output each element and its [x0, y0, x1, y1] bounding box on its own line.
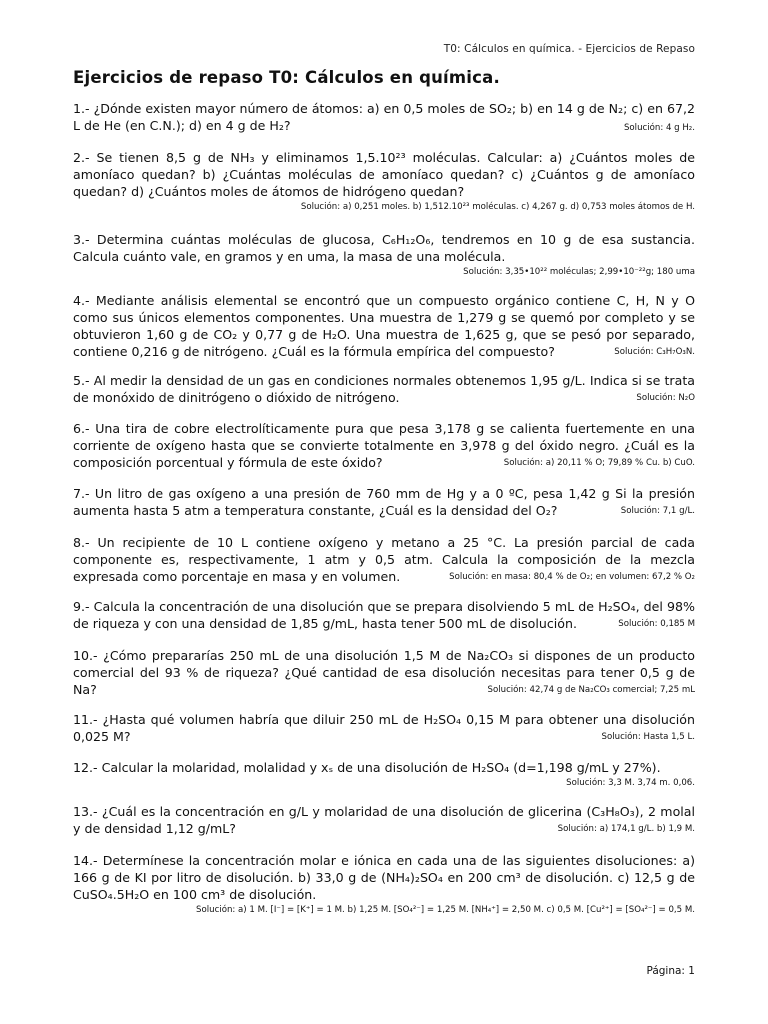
page-header: T0: Cálculos en química. - Ejercicios de Repaso — [443, 43, 695, 55]
exercise-11 — [73, 711, 695, 746]
page-number: Página: 1 — [646, 965, 695, 977]
exercise-solution: Solución: a) 1 M. [I⁻] = [K⁺] = 1 M. b) 1,25 M. [SO₄²⁻] = 1,25 M. [NH₄⁺] = 2,50 M. c) 0,5 M. [Cu²⁺] = [SO₄²⁻] = 0,5 M. — [196, 905, 695, 915]
exercise-solution: Solución: Hasta 1,5 L. — [601, 732, 695, 742]
exercise-text: 2.- Se tienen 8,5 g de NH₃ y eliminamos 1,5.10²³ moléculas. Calcular: a) ¿Cuántos moles de amoníaco quedan? b) ¿Cuántas moléculas de amoníaco quedan? c) ¿Cuántos g de amoníaco quedan? d) ¿Cuántos moles de átomos de hidrógeno quedan? — [73, 150, 695, 199]
exercise-7 — [73, 485, 695, 520]
exercise-8 — [73, 534, 695, 586]
exercise-solution: Solución: a) 20,11 % O; 79,89 % Cu. b) CuO. — [503, 458, 695, 468]
document-title: Ejercicios de repaso T0: Cálculos en química. — [73, 68, 500, 87]
exercise-6 — [73, 420, 695, 472]
exercise-solution: Solución: 3,35•10²² moléculas; 2,99•10⁻²²g; 180 uma — [463, 267, 695, 277]
exercise-text: 10.- ¿Cómo prepararías 250 mL de una disolución 1,5 M de Na₂CO₃ si dispones de un producto comercial del 93 % de riqueza? ¿Qué cantidad de esa disolución necesitas para tener 0,5 g de Na? — [73, 648, 695, 697]
exercise-text: 7.- Un litro de gas oxígeno a una presión de 760 mm de Hg y a 0 ºC, pesa 1,42 g Si la presión aumenta hasta 5 atm a temperatura constante, ¿Cuál es la densidad del O₂? — [73, 486, 695, 518]
exercise-12 — [73, 759, 695, 789]
exercise-solution: Solución: 3,3 M. 3,74 m. 0,06. — [566, 778, 695, 788]
exercise-solution: Solución: 42,74 g de Na₂CO₃ comercial; 7,25 mL — [487, 685, 695, 695]
exercise-text: 13.- ¿Cuál es la concentración en g/L y molaridad de una disolución de glicerina (C₃H₈O₃), 2 molal y de densidad 1,12 g/mL? — [73, 804, 695, 836]
exercise-text: 12.- Calcular la molaridad, molalidad y xₛ de una disolución de H₂SO₄ (d=1,198 g/mL y 27%). — [73, 760, 661, 775]
exercise-solution: Solución: a) 0,251 moles. b) 1,512.10²³ moléculas. c) 4,267 g. d) 0,753 moles átomos de H. — [300, 202, 695, 212]
exercise-5 — [73, 372, 695, 407]
exercise-solution: Solución: C₃H₇O₃N. — [614, 347, 695, 357]
exercise-text: 6.- Una tira de cobre electrolíticamente pura que pesa 3,178 g se calienta fuertemente en una corriente de oxígeno hasta que se convierte totalmente en 3,978 g del óxido negro. ¿Cuál es la composición porcentual y fórmula de este óxido? — [73, 421, 695, 470]
exercise-solution: Solución: 0,185 M — [618, 619, 695, 629]
exercise-solution: Solución: a) 174,1 g/L. b) 1,9 M. — [557, 824, 695, 834]
exercise-14 — [73, 852, 695, 916]
exercise-text: 3.- Determina cuántas moléculas de glucosa, C₆H₁₂O₆, tendremos en 10 g de esa sustancia. Calcula cuánto vale, en gramos y en uma, la masa de una molécula. — [73, 232, 695, 264]
exercise-text: 9.- Calcula la concentración de una disolución que se prepara disolviendo 5 mL de H₂SO₄, del 98% de riqueza y con una densidad de 1,85 g/mL, hasta tener 500 mL de disolución. — [73, 599, 695, 631]
exercise-text: 11.- ¿Hasta qué volumen habría que diluir 250 mL de H₂SO₄ 0,15 M para obtener una disolución 0,025 M? — [73, 712, 695, 744]
exercise-text: 8.- Un recipiente de 10 L contiene oxígeno y metano a 25 °C. La presión parcial de cada componente es, respectivamente, 1 atm y 0,5 atm. Calcula la composición de la mezcla expresada como porcentaje en masa y en volumen. — [73, 535, 695, 584]
exercise-solution: Solución: 4 g H₂. — [623, 123, 695, 133]
exercise-text: 5.- Al medir la densidad de un gas en condiciones normales obtenemos 1,95 g/L. Indica si se trata de monóxido de dinitrógeno o dióxido de nitrógeno. — [73, 373, 695, 405]
exercise-4 — [73, 292, 695, 361]
exercise-solution: Solución: en masa: 80,4 % de O₂; en volumen: 67,2 % O₂ — [449, 572, 695, 582]
exercise-10 — [73, 647, 695, 699]
exercise-solution: Solución: N₂O — [636, 393, 695, 403]
exercise-1 — [73, 100, 695, 137]
exercise-2 — [73, 149, 695, 213]
exercise-text: 4.- Mediante análisis elemental se encontró que un compuesto orgánico contiene C, H, N y O como sus únicos elementos componentes. Una muestra de 1,279 g se quemó por completo y se obtuvieron 1,60 g de CO₂ y 0,77 g de H₂O. Una muestra de 1,625 g, que se pesó por separado, contiene 0,216 g de nitrógeno. ¿Cuál es la fórmula empírica del compuesto? — [73, 293, 695, 359]
exercise-solution: Solución: 7,1 g/L. — [620, 506, 695, 516]
exercise-9 — [73, 598, 695, 633]
exercise-text: 14.- Determínese la concentración molar e iónica en cada una de las siguientes disoluciones: a) 166 g de KI por litro de disolución. b) 33,0 g de (NH₄)₂SO₄ en 200 cm³ de disolución. c) 12,5 g de CuSO₄.5H₂O en 100 cm³ de disolución. — [73, 853, 695, 902]
exercise-13 — [73, 803, 695, 838]
exercise-text: 1.- ¿Dónde existen mayor número de átomos: a) en 0,5 moles de SO₂; b) en 14 g de N₂; c) en 67,2 L de He (en C.N.); d) en 4 g de H₂? — [73, 101, 695, 133]
exercise-3 — [73, 231, 695, 278]
